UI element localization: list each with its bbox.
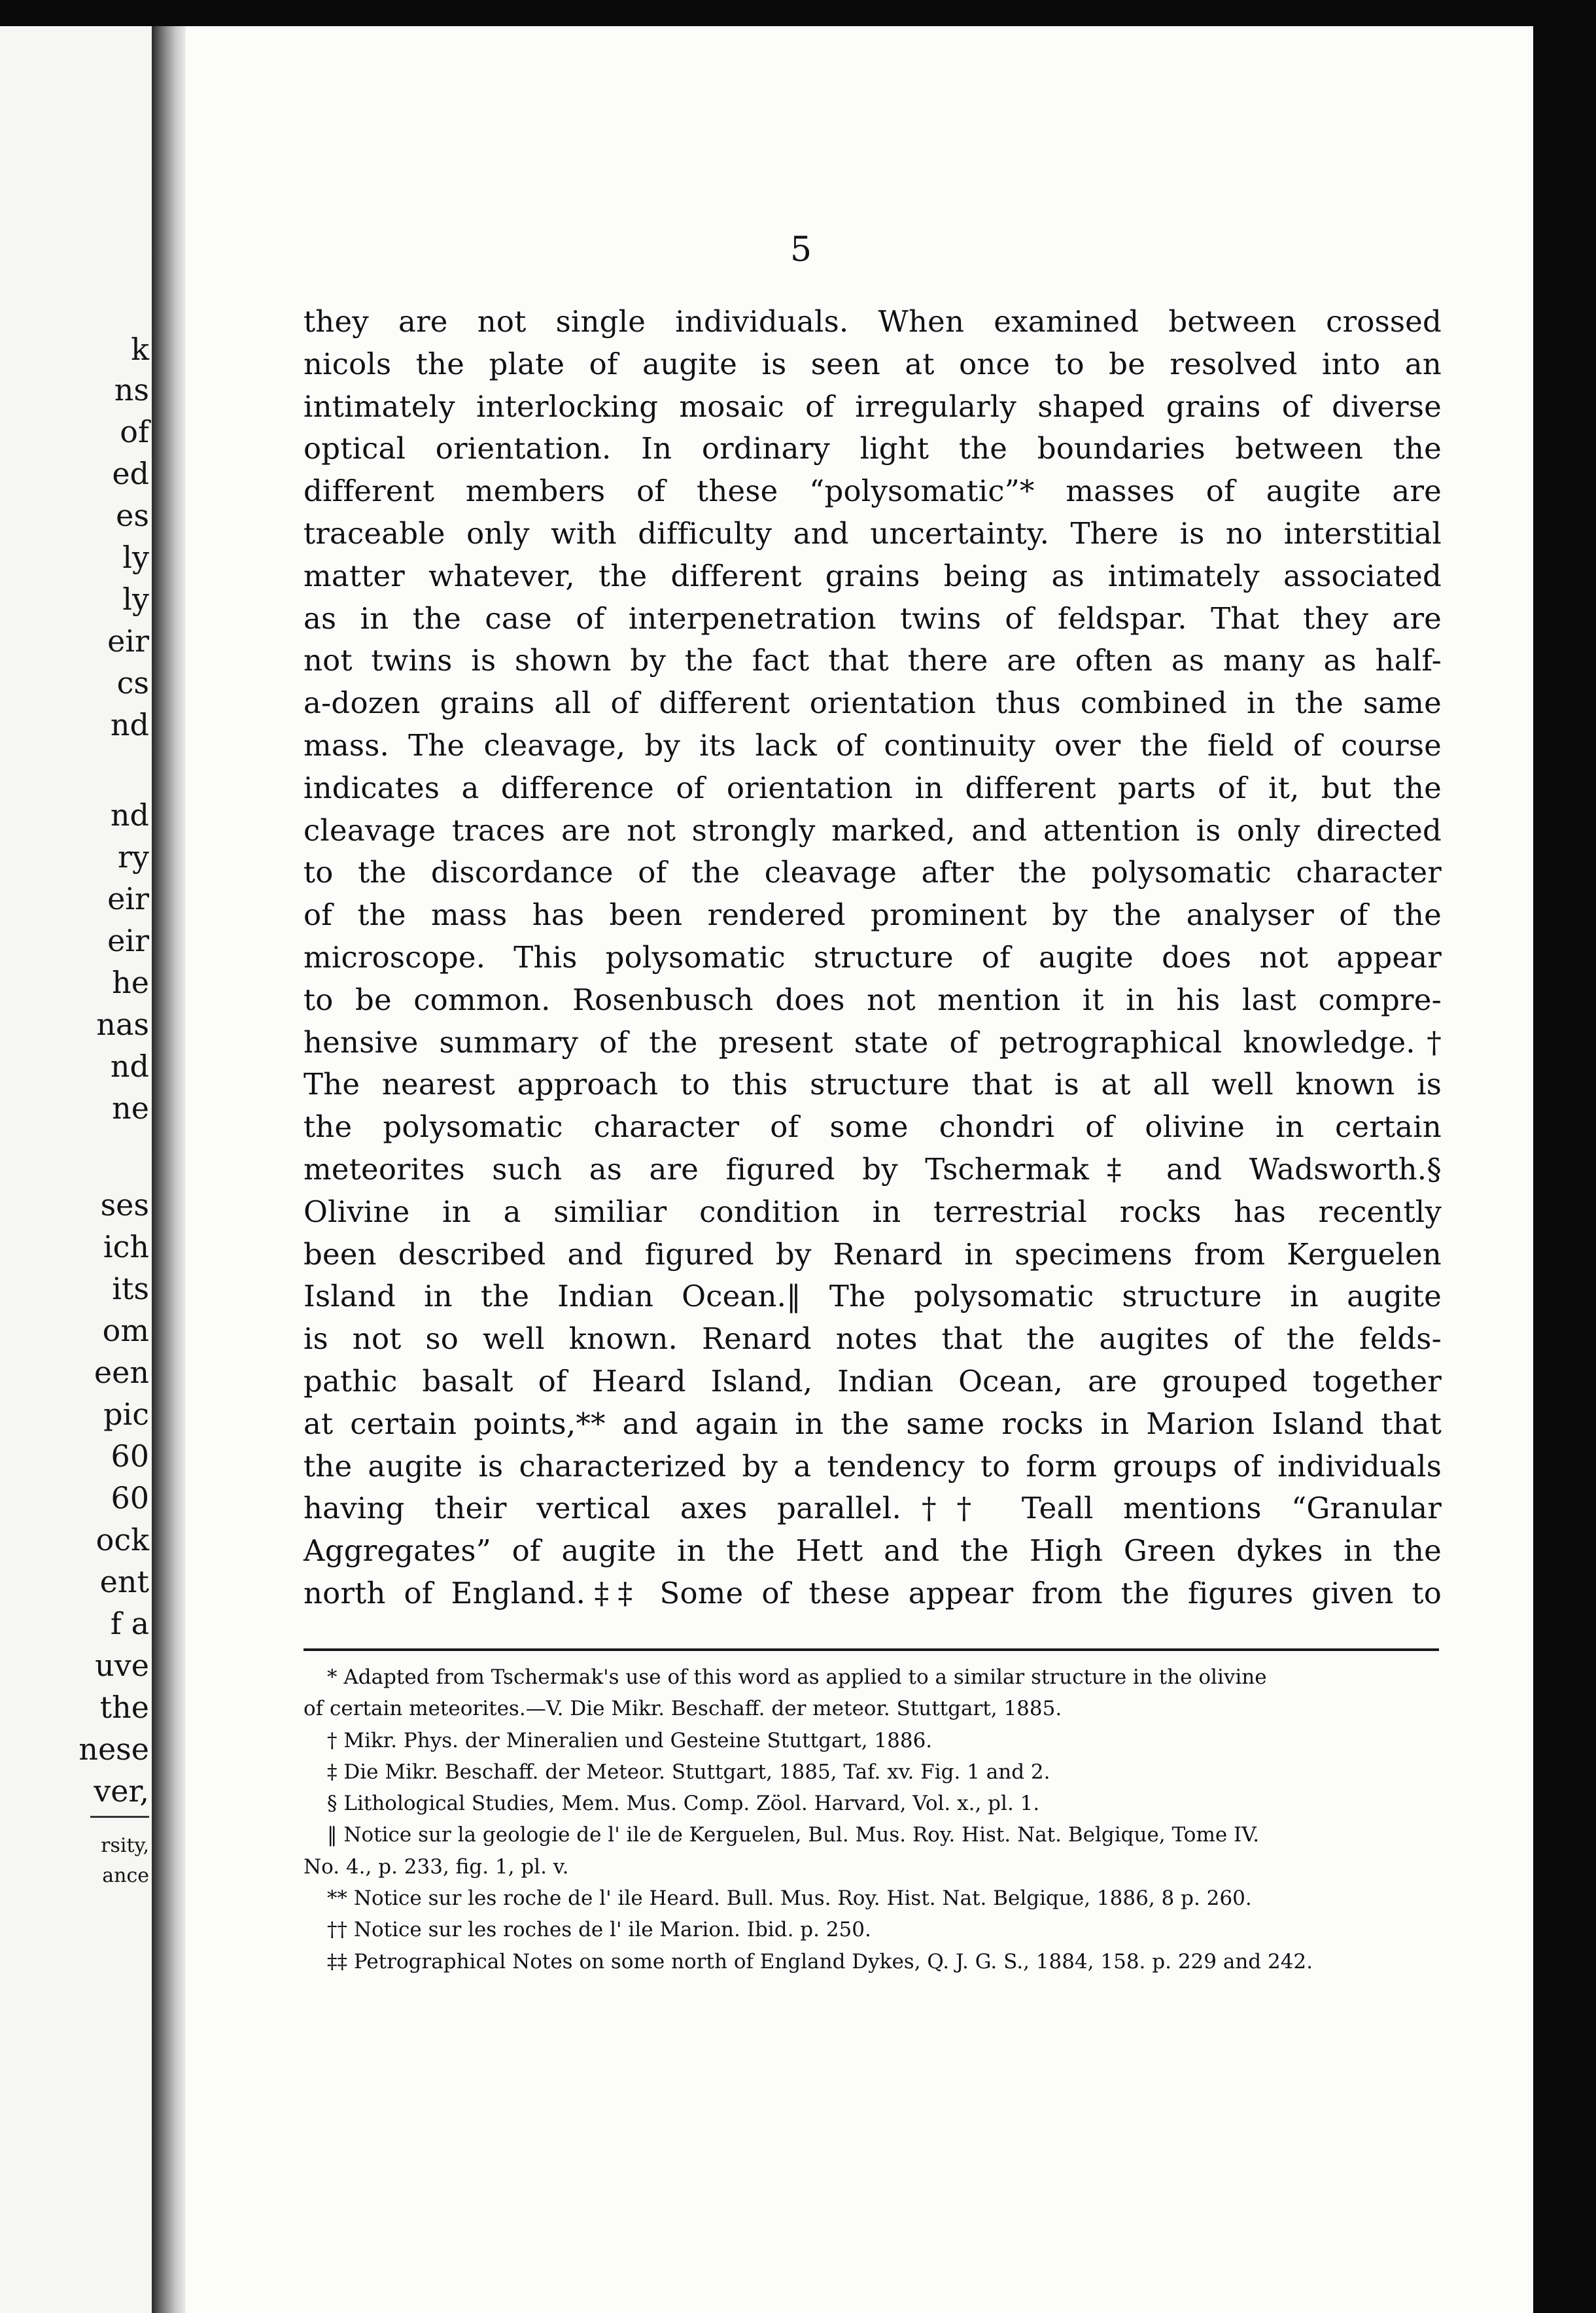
previous-page-line: es	[116, 498, 149, 533]
footnote-line: ** Notice sur les roche de l' ile Heard. Bull. Mus. Roy. Hist. Nat. Belgique, 1886, 8 p. 260.	[327, 1887, 1252, 1911]
body-line: optical orientation. In ordinary light the boundaries between the	[304, 431, 1442, 466]
footnote-line: of certain meteorites.—V. Die Mikr. Beschaff. der meteor. Stuttgart, 1885.	[304, 1697, 1062, 1721]
body-line: been described and figured by Renard in specimens from Kerguelen	[304, 1236, 1442, 1272]
body-line: cleavage traces are not strongly marked, and attention is only directed	[304, 812, 1442, 848]
previous-page-footnote-line: ance	[102, 1864, 149, 1887]
scan-top-border	[0, 0, 1596, 26]
body-line: north of England.‡‡ Some of these appear from the figures given to	[304, 1575, 1442, 1610]
previous-page-line: ed	[112, 456, 149, 491]
footnote-line: †† Notice sur les roches de l' ile Marion. Ibid. p. 250.	[327, 1918, 871, 1942]
previous-page-fragment	[0, 26, 157, 2313]
previous-page-line: f a	[110, 1606, 149, 1641]
previous-page-line: eir	[107, 623, 149, 659]
body-line: intimately interlocking mosaic of irregularly shaped grains of diverse	[304, 389, 1442, 424]
body-text	[304, 301, 1442, 1615]
footnote-line: § Lithological Studies, Mem. Mus. Comp. Zöol. Harvard, Vol. x., pl. 1.	[327, 1792, 1040, 1816]
previous-page-line: nd	[110, 797, 149, 833]
body-line: indicates a difference of orientation in different parts of it, but the	[304, 770, 1442, 805]
previous-page-line: ry	[118, 839, 149, 875]
previous-page-line: ly	[122, 540, 149, 575]
body-line: Olivine in a similiar condition in terrestrial rocks has recently	[304, 1194, 1442, 1229]
footnote-line: No. 4., p. 233, fig. 1, pl. v.	[304, 1854, 569, 1879]
previous-page-line: ent	[99, 1564, 149, 1599]
body-line: matter whatever, the different grains being as intimately associated	[304, 558, 1442, 593]
previous-page-line: ne	[112, 1090, 149, 1126]
body-line: different members of these “polysomatic”* masses of augite are	[304, 474, 1442, 509]
footnote-line: ‡‡ Petrographical Notes on some north of England Dykes, Q. J. G. S., 1884, 158. p. 229 and 242.	[327, 1949, 1313, 1974]
footnote-line: ‖ Notice sur la geologie de l' ile de Kerguelen, Bul. Mus. Roy. Hist. Nat. Belgique, Tome IV.	[327, 1823, 1260, 1847]
scan-right-border	[1533, 0, 1596, 2313]
previous-page-line: of	[120, 414, 149, 449]
body-line: to be common. Rosenbusch does not mention it in his last compre-	[304, 982, 1442, 1017]
body-line: microscope. This polysomatic structure of augite does not appear	[304, 939, 1442, 975]
previous-page-line: nas	[96, 1007, 149, 1042]
previous-page-line: cs	[116, 665, 149, 701]
body-line: they are not single individuals. When examined between crossed	[304, 304, 1442, 339]
previous-page-line: nd	[110, 1049, 149, 1084]
previous-page-line: pic	[103, 1397, 149, 1432]
footnote-line: † Mikr. Phys. der Mineralien und Gesteine Stuttgart, 1886.	[327, 1728, 933, 1752]
body-line: The nearest approach to this structure that is at all well known is	[304, 1067, 1442, 1102]
previous-page-line: 60	[111, 1438, 149, 1474]
body-line: the augite is characterized by a tendency to form groups of individuals	[304, 1448, 1442, 1484]
body-line: is not so well known. Renard notes that the augites of the felds-	[304, 1321, 1442, 1357]
footnotes	[304, 1661, 1439, 1977]
previous-page-line: the	[99, 1690, 149, 1725]
previous-page-line: ock	[95, 1522, 149, 1557]
body-line: having their vertical axes parallel.†† Teall mentions “Granular	[304, 1491, 1442, 1526]
previous-page-line: ich	[103, 1229, 149, 1264]
previous-page-line: nd	[110, 707, 149, 742]
previous-page-footnote-rule	[90, 1816, 149, 1818]
body-line: traceable only with difficulty and uncertainty. There is no interstitial	[304, 515, 1442, 551]
previous-page-line: he	[112, 965, 149, 1000]
body-line: of the mass has been rendered prominent by the analyser of the	[304, 897, 1442, 933]
previous-page-line: k	[131, 332, 149, 367]
body-line: to the discordance of the cleavage after the polysomatic character	[304, 855, 1442, 890]
previous-page-line: uve	[95, 1648, 149, 1683]
body-line: Aggregates” of augite in the Hett and the High Green dykes in the	[304, 1533, 1442, 1569]
footnote-line: * Adapted from Tschermak's use of this word as applied to a similar structure in the olivine	[327, 1665, 1267, 1689]
body-line: as in the case of interpenetration twins of feldspar. That they are	[304, 600, 1442, 636]
body-line: Island in the Indian Ocean.‖ The polysomatic structure in augite	[304, 1279, 1442, 1314]
previous-page-footnote-line: rsity,	[101, 1834, 149, 1857]
previous-page-line: om	[102, 1313, 149, 1348]
footnote-line: ‡ Die Mikr. Beschaff. der Meteor. Stuttgart, 1885, Taf. xv. Fig. 1 and 2.	[327, 1760, 1050, 1784]
body-line: pathic basalt of Heard Island, Indian Ocean, are grouped together	[304, 1363, 1442, 1399]
page	[186, 26, 1533, 2313]
previous-page-line: its	[112, 1271, 149, 1306]
previous-page-line: 60	[111, 1480, 149, 1516]
previous-page-line: eir	[107, 881, 149, 916]
page-number: 5	[790, 230, 812, 270]
body-line: not twins is shown by the fact that there are often as many as half-	[304, 643, 1442, 678]
body-line: mass. The cleavage, by its lack of continuity over the field of course	[304, 727, 1442, 763]
body-line: at certain points,** and again in the same rocks in Marion Island that	[304, 1406, 1442, 1441]
body-line: a-dozen grains all of different orientation thus combined in the same	[304, 686, 1442, 721]
previous-page-line: ver,	[94, 1773, 149, 1809]
book-gutter-shadow	[152, 26, 186, 2313]
previous-page-line: ly	[122, 582, 149, 617]
previous-page-line: een	[94, 1355, 149, 1390]
previous-page-line: ses	[100, 1187, 149, 1223]
previous-page-line: ns	[114, 372, 149, 408]
body-line: the polysomatic character of some chondri of olivine in certain	[304, 1109, 1442, 1145]
body-line: hensive summary of the present state of petrographical knowledge.†	[304, 1024, 1442, 1060]
body-line: nicols the plate of augite is seen at once to be resolved into an	[304, 346, 1442, 381]
body-line: meteorites such as are figured by Tschermak‡ and Wadsworth.§	[304, 1151, 1442, 1187]
previous-page-line: eir	[107, 923, 149, 958]
footnote-divider	[304, 1648, 1439, 1651]
previous-page-line: nese	[78, 1731, 149, 1767]
